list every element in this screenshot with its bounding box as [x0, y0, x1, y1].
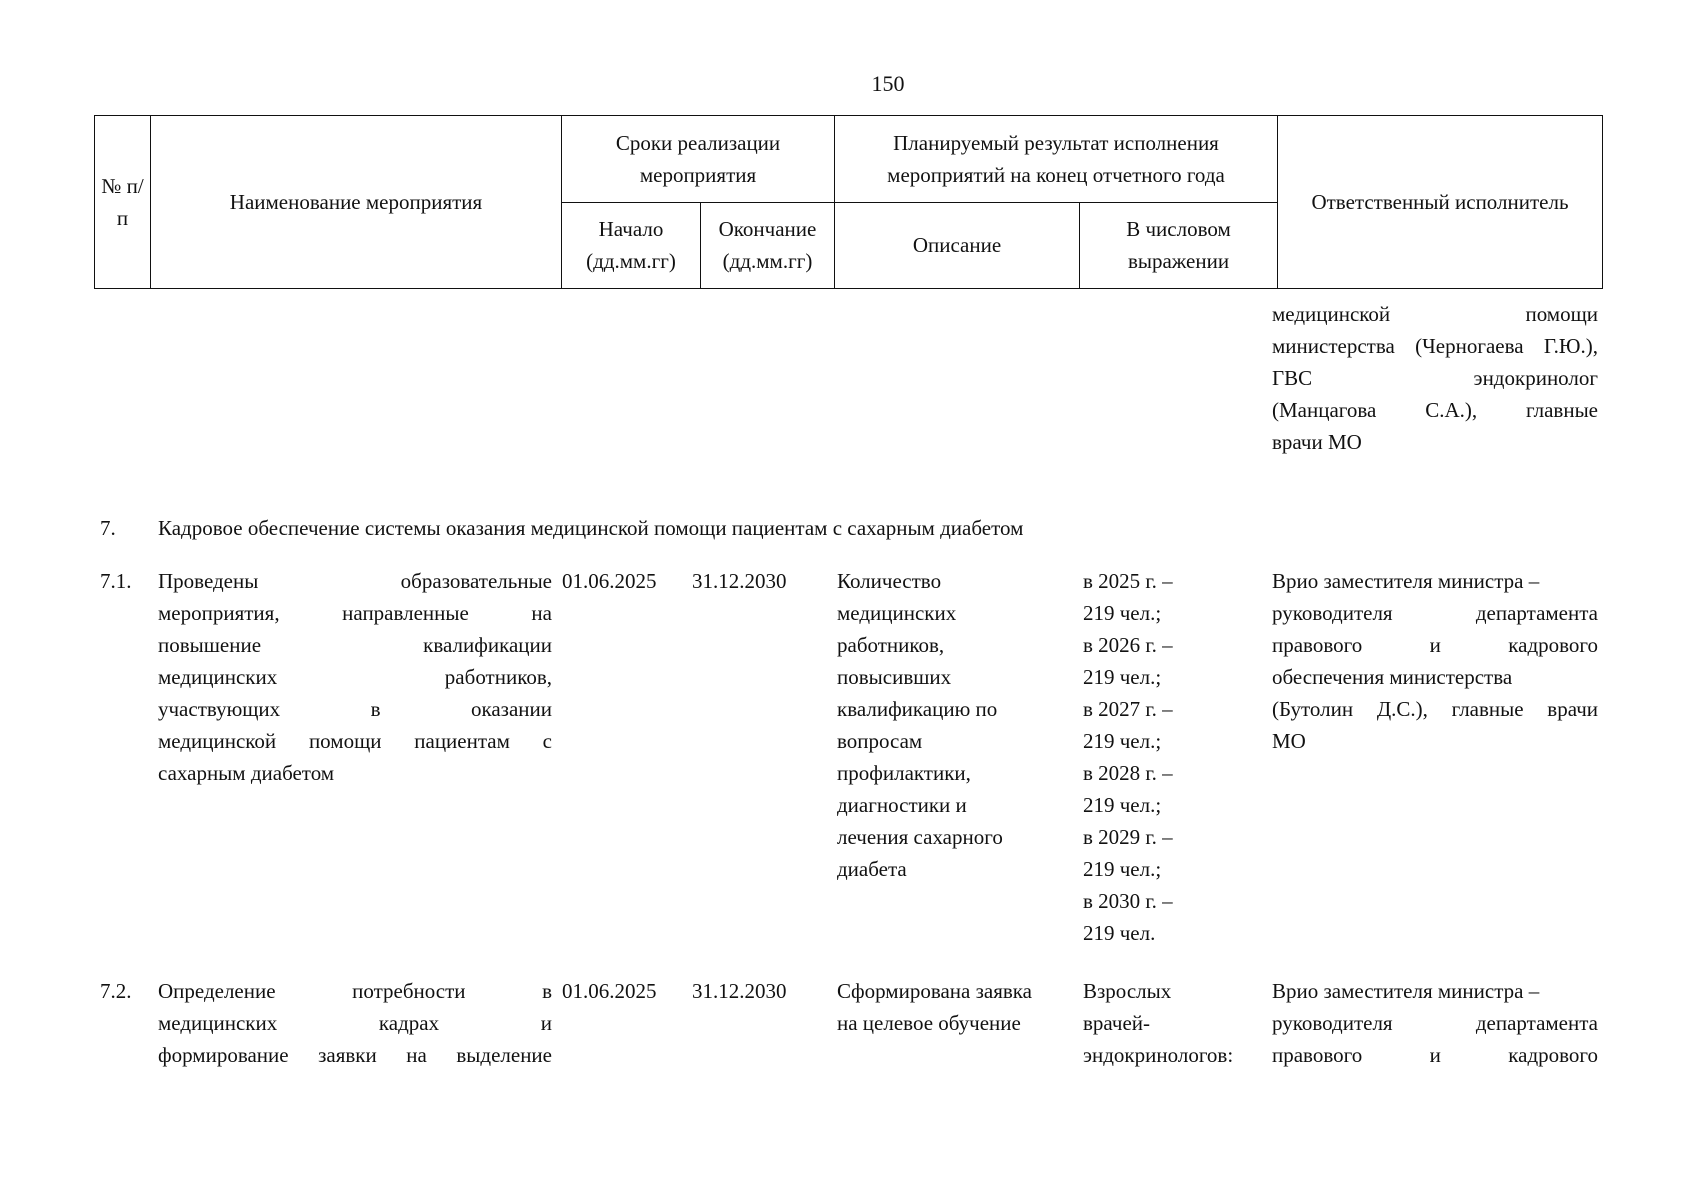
section-number: 7.	[100, 516, 116, 540]
row-responsible: Врио заместителя министра – руководителя департамента правового и кадрового	[1272, 979, 1598, 1067]
row-name: Определение потребности в медицинских кадрах и формирование заявки на выделение	[158, 979, 552, 1067]
row-number: 7.1.	[100, 569, 132, 593]
row-numeric: в 2025 г. – 219 чел.; в 2026 г. – 219 чел.; в 2027 г. – 219 чел.; в 2028 г. – 219 чел.; в 2029 г. – 219 чел.; в 2030 г. – 219 чел.	[1083, 569, 1173, 945]
page-number: 150	[871, 71, 905, 96]
row-name: Проведены образовательные мероприятия, направленные на повышение квалификации медицинских работников, участвующих в оказании медицинской помощи пациентам с сахарным диабетом	[158, 569, 552, 785]
header-result: Планируемый результат исполнения мероприятий на конец отчетного года	[835, 116, 1278, 203]
row-start-date: 01.06.2025	[562, 569, 657, 593]
row-end-date: 31.12.2030	[692, 569, 787, 593]
table-header	[94, 115, 1603, 289]
header-description: Описание	[835, 202, 1080, 289]
row-responsible: Врио заместителя министра – руководителя департамента правового и кадрового обеспечения министерства (Бутолин Д.С.), главные врачи МО	[1272, 569, 1598, 753]
row-end-date: 31.12.2030	[692, 979, 787, 1003]
header-numeric: В числовом выражении	[1080, 202, 1278, 289]
row-numeric: Взрослых врачей- эндокринологов:	[1083, 979, 1234, 1067]
header-name: Наименование мероприятия	[151, 116, 562, 289]
row-start-date: 01.06.2025	[562, 979, 657, 1003]
row-description: Количество медицинских работников, повысивших квалификацию по вопросам профилактики, диагностики и лечения сахарного диабета	[837, 569, 1003, 881]
section-title: Кадровое обеспечение системы оказания медицинской помощи пациентам с сахарным диабетом	[158, 516, 1024, 540]
header-terms: Сроки реализации мероприятия	[562, 116, 835, 203]
header-start: Начало (дд.мм.гг)	[562, 202, 701, 289]
header-num: № п/п	[95, 116, 151, 289]
row-description: Сформирована заявка на целевое обучение	[837, 979, 1032, 1035]
row-number: 7.2.	[100, 979, 132, 1003]
header-responsible: Ответственный исполнитель	[1278, 116, 1603, 289]
header-end: Окончание (дд.мм.гг)	[701, 202, 835, 289]
continuation-responsible: медицинской помощи министерства (Черногаева Г.Ю.), ГВС эндокринолог (Манцагова С.А.), главные врачи МО	[1272, 302, 1598, 454]
